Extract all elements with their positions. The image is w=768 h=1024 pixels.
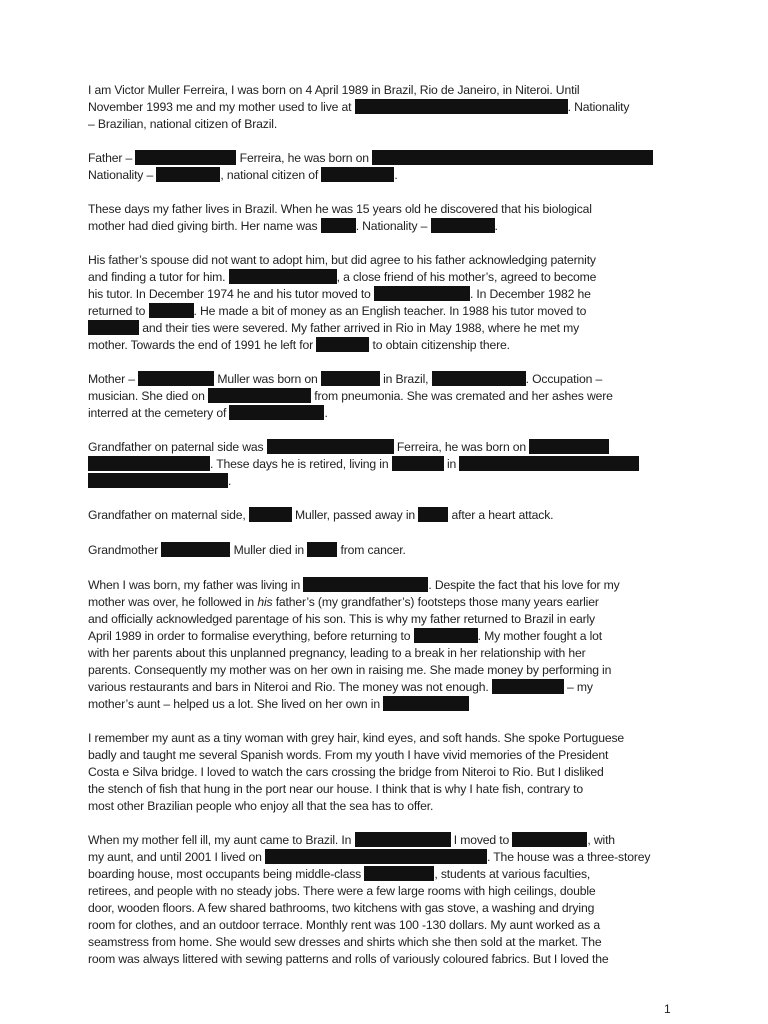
text-run: . These days he is retired, living in bbox=[210, 457, 392, 471]
redaction-block bbox=[529, 439, 609, 454]
text-line bbox=[88, 900, 678, 917]
text-line bbox=[88, 594, 678, 611]
redaction-block bbox=[355, 99, 568, 114]
redaction-block bbox=[372, 150, 653, 165]
text-run: after a heart attack. bbox=[448, 508, 554, 522]
text-line bbox=[88, 303, 678, 320]
text-run: . Nationality bbox=[567, 100, 630, 114]
text-run: . He made a bit of money as an English teacher. In 1988 his tutor moved to bbox=[193, 304, 587, 318]
redaction-block bbox=[316, 337, 369, 352]
paragraph-grandfather-maternal bbox=[88, 507, 678, 524]
redaction-block bbox=[229, 405, 324, 420]
redaction-block bbox=[267, 439, 394, 454]
text-run: . The house was a three-storey bbox=[487, 850, 651, 864]
text-run: my aunt, and until 2001 I lived on bbox=[88, 850, 266, 864]
text-run: most other Brazilian people who enjoy all that the sea has to offer. bbox=[88, 799, 434, 813]
text-line bbox=[88, 150, 678, 167]
text-run: room for clothes, and an outdoor terrace. Monthly rent was 100 -130 dollars. My aunt worked as a bbox=[88, 918, 600, 932]
text-run: musician. She died on bbox=[88, 389, 209, 403]
text-run: his tutor. In December 1974 he and his tutor moved to bbox=[88, 287, 374, 301]
text-run: , with bbox=[587, 833, 615, 847]
redaction-block bbox=[156, 167, 220, 182]
text-run: Costa e Silva bridge. I loved to watch the cars crossing the bridge from Niteroi to Rio. But I disliked bbox=[88, 765, 604, 779]
text-run: When I was born, my father was living in bbox=[88, 578, 304, 592]
redaction-block bbox=[303, 577, 428, 592]
paragraph-mother bbox=[88, 371, 678, 422]
text-run: . bbox=[228, 474, 232, 488]
text-line bbox=[88, 883, 678, 900]
text-line bbox=[88, 116, 678, 133]
text-line bbox=[88, 798, 678, 815]
page-number: 1 bbox=[664, 1002, 671, 1016]
text-run: and their ties were severed. My father arrived in Rio in May 1988, where he met my bbox=[139, 321, 580, 335]
text-run: with her parents about this unplanned pregnancy, leading to a break in her relationship with her bbox=[88, 646, 586, 660]
redaction-block bbox=[392, 456, 444, 471]
paragraph-birth bbox=[88, 577, 678, 713]
text-run: mother had died giving birth. Her name was bbox=[88, 219, 321, 233]
text-run: Muller was born on bbox=[214, 372, 321, 386]
text-line bbox=[88, 320, 678, 337]
text-line bbox=[88, 99, 678, 116]
text-run: boarding house, most occupants being middle-class bbox=[88, 867, 365, 881]
text-line bbox=[88, 542, 678, 559]
redaction-block bbox=[88, 456, 210, 471]
text-run: door, wooden floors. A few shared bathrooms, two kitchens with gas stove, a washing and drying bbox=[88, 901, 595, 915]
text-run: and finding a tutor for him. bbox=[88, 270, 229, 284]
redaction-block bbox=[161, 542, 230, 557]
text-run: Ferreira, he was born on bbox=[393, 440, 530, 454]
text-line bbox=[88, 201, 678, 218]
text-run: parents. Consequently my mother was on her own in raising me. She made money by performing in bbox=[88, 663, 612, 677]
text-run: – Brazilian, national citizen of Brazil. bbox=[88, 117, 278, 131]
text-line bbox=[88, 405, 678, 422]
text-line bbox=[88, 439, 678, 456]
text-line bbox=[88, 764, 678, 781]
redaction-block bbox=[88, 473, 228, 488]
text-run: When my mother fell ill, my aunt came to Brazil. In bbox=[88, 833, 355, 847]
paragraph-grandmother bbox=[88, 542, 678, 559]
text-line bbox=[88, 507, 678, 524]
text-run: Ferreira, he was born on bbox=[236, 151, 373, 165]
text-run: mother was over, he followed in bbox=[88, 595, 258, 609]
text-run: April 1989 in order to formalise everything, before returning to bbox=[88, 629, 414, 643]
redaction-block bbox=[492, 679, 564, 694]
text-run: , a close friend of his mother’s, agreed to become bbox=[336, 270, 597, 284]
text-run: . In December 1982 he bbox=[469, 287, 591, 301]
text-run: mother’s aunt – helped us a lot. She lived on her own in bbox=[88, 697, 384, 711]
redaction-block bbox=[249, 507, 292, 522]
redaction-block bbox=[374, 286, 470, 301]
text-run: Muller died in bbox=[230, 543, 308, 557]
text-run: I remember my aunt as a tiny woman with grey hair, kind eyes, and soft hands. She spoke Portuguese bbox=[88, 731, 625, 745]
text-run: from cancer. bbox=[337, 543, 406, 557]
paragraph-father-discovery bbox=[88, 201, 678, 235]
text-line bbox=[88, 388, 678, 405]
text-run: to obtain citizenship there. bbox=[369, 338, 510, 352]
text-run: Mother – bbox=[88, 372, 139, 386]
redaction-block bbox=[459, 456, 639, 471]
paragraph-grandfather-paternal bbox=[88, 439, 678, 490]
text-line bbox=[88, 696, 678, 713]
text-run: father’s (my grandfather’s) footsteps those many years earlier bbox=[272, 595, 599, 609]
redaction-block bbox=[364, 866, 434, 881]
text-run: . bbox=[394, 168, 398, 182]
redaction-block bbox=[229, 269, 337, 284]
text-line bbox=[88, 577, 678, 594]
text-line bbox=[88, 679, 678, 696]
text-line bbox=[88, 849, 678, 866]
redaction-block bbox=[208, 388, 311, 403]
text-run: mother. Towards the end of 1991 he left for bbox=[88, 338, 317, 352]
redaction-block bbox=[355, 832, 451, 847]
redaction-block bbox=[88, 320, 139, 335]
text-line bbox=[88, 951, 678, 968]
text-line bbox=[88, 167, 678, 184]
redaction-block bbox=[383, 696, 469, 711]
text-line bbox=[88, 611, 678, 628]
text-run: Grandmother bbox=[88, 543, 162, 557]
redaction-block bbox=[307, 542, 337, 557]
text-run: – my bbox=[563, 680, 593, 694]
redaction-block bbox=[138, 371, 214, 386]
redaction-block bbox=[431, 218, 495, 233]
text-run: the stench of fish that hung in the port near our house. I think that is why I hate fish, contrary to bbox=[88, 782, 583, 796]
text-run: retirees, and people with no steady jobs. There were a few large rooms with high ceilings, double bbox=[88, 884, 596, 898]
paragraph-aunt bbox=[88, 730, 678, 815]
text-run: Father – bbox=[88, 151, 136, 165]
text-run: I am Victor Muller Ferreira, I was born on 4 April 1989 in Brazil, Rio de Janeiro, in Niteroi. Until bbox=[88, 83, 580, 97]
paragraph-father-history bbox=[88, 252, 678, 354]
redaction-block bbox=[418, 507, 448, 522]
text-line bbox=[88, 456, 678, 473]
text-run: interred at the cemetery of bbox=[88, 406, 230, 420]
text-line bbox=[88, 82, 678, 99]
text-run: seamstress from home. She would sew dresses and shirts which she then sold at the market. The bbox=[88, 935, 602, 949]
paragraph-boarding-house bbox=[88, 832, 678, 968]
redaction-block bbox=[321, 371, 380, 386]
text-line bbox=[88, 781, 678, 798]
text-run: badly and taught me several Spanish words. From my youth I have vivid memories of the President bbox=[88, 748, 609, 762]
text-line bbox=[88, 730, 678, 747]
text-run: various restaurants and bars in Niteroi and Rio. The money was not enough. bbox=[88, 680, 492, 694]
text-run: I moved to bbox=[450, 833, 513, 847]
text-line bbox=[88, 473, 678, 490]
text-line bbox=[88, 337, 678, 354]
text-run: in Brazil, bbox=[379, 372, 432, 386]
paragraph-father bbox=[88, 150, 678, 184]
redaction-block bbox=[265, 849, 487, 864]
text-line bbox=[88, 371, 678, 388]
redaction-block bbox=[149, 303, 194, 318]
text-run: . bbox=[324, 406, 328, 420]
redaction-block bbox=[512, 832, 587, 847]
redaction-block bbox=[321, 218, 356, 233]
paragraph-intro bbox=[88, 82, 678, 133]
text-run: His father’s spouse did not want to adopt him, but did agree to his father acknowledging paternity bbox=[88, 253, 596, 267]
text-run: . Nationality – bbox=[355, 219, 431, 233]
text-run: These days my father lives in Brazil. When he was 15 years old he discovered that his biological bbox=[88, 202, 592, 216]
text-run: Nationality – bbox=[88, 168, 157, 182]
text-line bbox=[88, 628, 678, 645]
text-line bbox=[88, 252, 678, 269]
redaction-block bbox=[432, 371, 526, 386]
text-run: from pneumonia. She was cremated and her ashes were bbox=[311, 389, 613, 403]
text-line bbox=[88, 917, 678, 934]
text-run: . My mother fought a lot bbox=[477, 629, 603, 643]
text-run: . bbox=[494, 219, 498, 233]
text-run: , students at various faculties, bbox=[434, 867, 591, 881]
text-line bbox=[88, 645, 678, 662]
text-line bbox=[88, 934, 678, 951]
text-line bbox=[88, 747, 678, 764]
text-line bbox=[88, 832, 678, 849]
text-run: November 1993 me and my mother used to live at bbox=[88, 100, 355, 114]
text-run: Grandfather on maternal side, bbox=[88, 508, 249, 522]
redaction-block bbox=[321, 167, 394, 182]
text-line bbox=[88, 866, 678, 883]
text-line bbox=[88, 286, 678, 303]
text-run: Muller, passed away in bbox=[291, 508, 419, 522]
text-run: Grandfather on paternal side was bbox=[88, 440, 267, 454]
emphasis-his: his bbox=[257, 595, 273, 609]
text-run: and officially acknowledged parentage of his son. This is why my father returned to Brazil in early bbox=[88, 612, 596, 626]
text-run: , national citizen of bbox=[220, 168, 322, 182]
document-body bbox=[88, 82, 678, 985]
text-line bbox=[88, 662, 678, 679]
text-run: room was always littered with sewing patterns and rolls of variously coloured fabrics. But I loved the bbox=[88, 952, 609, 966]
text-line bbox=[88, 269, 678, 286]
redaction-block bbox=[414, 628, 478, 643]
text-run: in bbox=[443, 457, 460, 471]
text-line bbox=[88, 218, 678, 235]
text-run: . Occupation – bbox=[525, 372, 603, 386]
text-run: . Despite the fact that his love for my bbox=[428, 578, 620, 592]
redaction-block bbox=[135, 150, 236, 165]
text-run: returned to bbox=[88, 304, 149, 318]
